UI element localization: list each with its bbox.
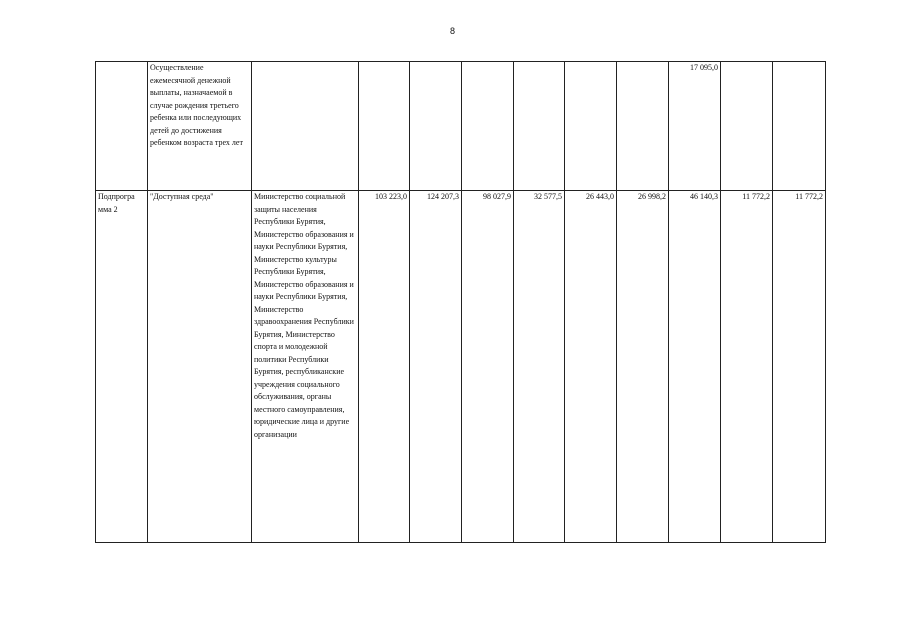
status-cell: Подпрогра мма 2 <box>96 191 148 543</box>
value-cell: 32 577,5 <box>514 191 565 543</box>
table-row <box>96 191 826 543</box>
value-cell: 11 772,2 <box>721 191 773 543</box>
value-cell <box>359 62 410 191</box>
value-cell: 26 443,0 <box>565 191 617 543</box>
value-cell: 46 140,3 <box>669 191 721 543</box>
value-cell: 26 998,2 <box>617 191 669 543</box>
value-cell <box>617 62 669 191</box>
executor-cell <box>252 62 359 191</box>
value-cell <box>462 62 514 191</box>
value-cell <box>565 62 617 191</box>
budget-table <box>95 61 826 543</box>
value-cell: 103 223,0 <box>359 191 410 543</box>
status-cell <box>96 62 148 191</box>
executor-cell: Министерство социальной защиты населения Республики Бурятия, Министерство образования и науки Республики Бурятия, Министерство культуры Республики Бурятия, Министерство образования и науки Республики Бурятия, Министерство здравоохранения Республики Бурятия, Министерство спорта и молодежной политики Республики Бурятия, республиканские учреждения социального обслуживания, органы местного самоуправления, юридические лица и другие организации <box>252 191 359 543</box>
value-cell <box>514 62 565 191</box>
value-cell: 124 207,3 <box>410 191 462 543</box>
table-row <box>96 62 826 191</box>
value-cell: 11 772,2 <box>773 191 826 543</box>
value-cell <box>410 62 462 191</box>
value-cell <box>721 62 773 191</box>
measure-name-cell: "Доступная среда" <box>148 191 252 543</box>
value-cell <box>773 62 826 191</box>
measure-name-cell: Осуществление ежемесячной денежной выплаты, назначаемой в случае рождения третьего ребенка или последующих детей до достижения ребенком возраста трех лет <box>148 62 252 191</box>
page-number: 8 <box>449 26 455 36</box>
value-cell: 98 027,9 <box>462 191 514 543</box>
value-cell: 17 095,0 <box>669 62 721 191</box>
